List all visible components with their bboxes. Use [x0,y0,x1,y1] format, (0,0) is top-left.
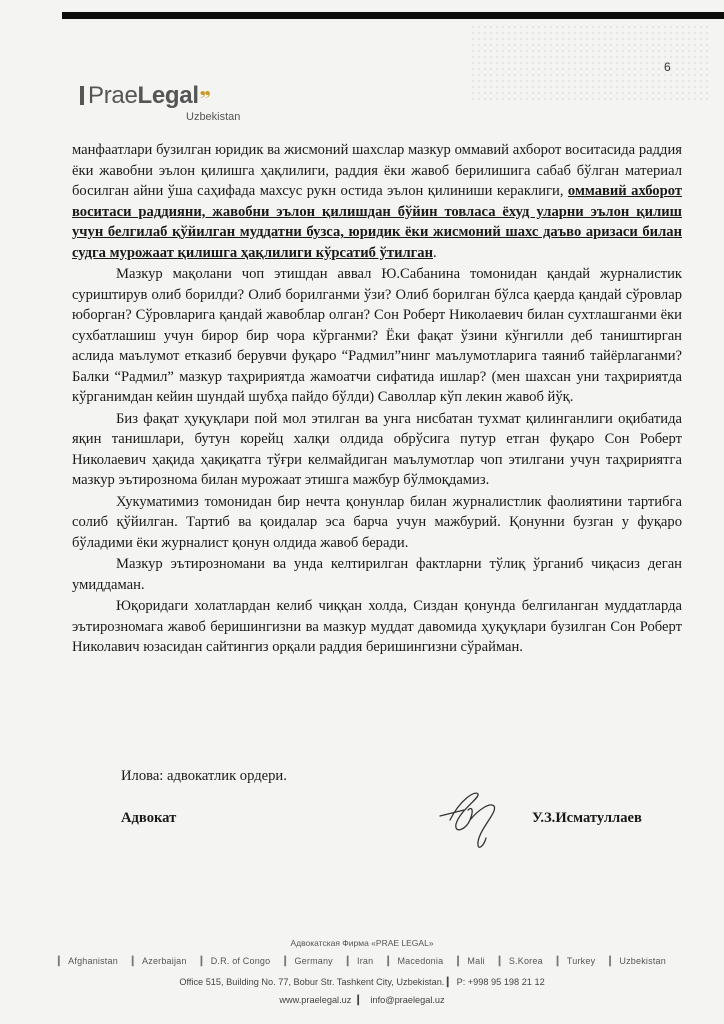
logo-accent-icon: ❠ [199,82,211,99]
paragraph-1-end: . [433,244,437,261]
paragraph-6: Юқоридаги холатлардан келиб чиққан холда, Сиздан қонунда белгиланган муддатларда эътирозномага жавоб беришингизни ва мазкур муддат давомида ҳуқуқлари бузилган Сон Роберт Николавич юзасидан сайтингиз орқали раддия беришингизни сўрайман. [72,598,682,655]
footer-address-line: Office 515, Building No. 77, Bobur Str. Tashkent City, Uzbekistan. ▎ P: +998 95 198 21 12 [179,977,545,987]
paragraph-1-text: манфаатлари бузилган юридик ва жисмоний шахслар мазкур оммавий ахборот воситасида раддия ёки жавобни эълон қилишга ҳақлилиги, раддия ёки жавоб берилишига сабаб бўлган материал босилган айни ўша саҳифада махсус рукн остида эълон қилиниши кераклиги, [72,142,682,199]
page-number: 6 [664,60,671,74]
country-item: ▎ Uzbekistan [609,956,666,966]
header-dot-pattern [470,24,710,104]
page-footer [0,938,724,1006]
handwritten-signature [420,780,530,860]
footer-countries [0,956,724,967]
top-rule [62,12,724,19]
country-item: ▎ Turkey [557,956,596,966]
paragraph-2: Мазкур мақолани чоп этишдан аввал Ю.Сабанина томонидан қандай журналистик суриштирув олиб борилди? Олиб борилганми ўзи? Олиб борилган бўлса қаерда қандай сўровлар юборган? Сўровларига қандай жавоблар олган? Сон Роберт Николаевич билан сухтлашганми ёки сухбатлашиш учун бирор бир чора кўрганми? Ёки фақат ўзини кўнгилли деб таништирган аслида маълумот етказиб берувчи фуқаро “Радмил”нинг маълумотларига таяниб тайёрлаганми? Балки “Радмил” мазкур таҳририятда жамоатчи сифатида ишлар? (мен шахсан уни таҳририятда кўрганимдан кейин шундай шубҳа пайдо бўлди) Саволлар кўп лекин жавоб йўқ. [72,266,682,405]
country-item: ▎ Afghanistan [58,956,118,966]
footer-phone: P: +998 95 198 21 12 [456,977,545,987]
country-item: ▎ S.Korea [499,956,543,966]
footer-email[interactable]: info@praelegal.uz [370,995,445,1005]
country-item: ▎ Iran [347,956,373,966]
country-item: ▎ Germany [284,956,333,966]
paragraph-1 [72,140,682,263]
logo-wordmark [80,82,210,110]
logo-brand-bold: Legal [137,82,199,109]
footer-contacts: www.praelegal.uz ▎ info@praelegal.uz [279,995,445,1005]
signatory-name: У.З.Исматуллаев [532,810,642,826]
logo-brand-light: Prae [88,82,138,109]
logo-subtitle: Uzbekistan [186,111,241,123]
enclosure-note: Илова: адвокатлик ордери. [121,768,287,784]
country-item: ▎ Mali [457,956,484,966]
paragraph-3: Биз фақат ҳуқуқлари пой мол этилган ва унга нисбатан тухмат қилинганлиги оқибатида яқин танишлари, бутун корейц халқи олдида обрўсига путур етган фуқаро Сон Роберт Николаевич ҳақида ҳақиқатга тўғри келмайдиган маълумотлар чоп этилгани учун таҳририятга мазкур эътирознома билан мурожаат этишга мажбур бўлмоқдамиз. [72,410,682,488]
country-item: ▎ Azerbaijan [132,956,187,966]
country-item: ▎ D.R. of Congo [201,956,271,966]
paragraph-1-emphasis: оммавий ахборот воситаси раддияни, жавобни эълон қилишдан бўйин товласа ёхуд уларни эълон қилиш учун белгилаб қўйилган муддатни бузса, юридик ёки жисмоний шахс даъво аризаси билан судга мурожаат қилишга ҳақлилиги кўрсатиб ўтилган [72,183,682,261]
praelegal-logo [80,82,241,123]
signatory-title: Адвокат [121,810,177,826]
letter-body [72,140,682,658]
paragraph-5: Мазкур эътирозномани ва унда келтирилган фактларни тўлиқ ўрганиб чиқасиз деган умиддаман. [72,556,682,593]
country-item: ▎ Macedonia [387,956,443,966]
footer-website[interactable]: www.praelegal.uz [279,995,352,1005]
footer-address: Office 515, Building No. 77, Bobur Str. Tashkent City, Uzbekistan. [179,977,445,987]
footer-firm-name: Адвокатская Фирма «PRAE LEGAL» [290,938,434,948]
paragraph-4: Хукуматимиз томонидан бир нечта қонунлар билан журналистлик фаолиятини тартибга солиб қўйилган. Тартиб ва қоидалар эса барча учун мажбурий. Қонунни бузган у фуқаро бўладими ёки журналист қонун олдида жавоб беради. [72,493,682,551]
logo-bar-icon [80,86,84,105]
